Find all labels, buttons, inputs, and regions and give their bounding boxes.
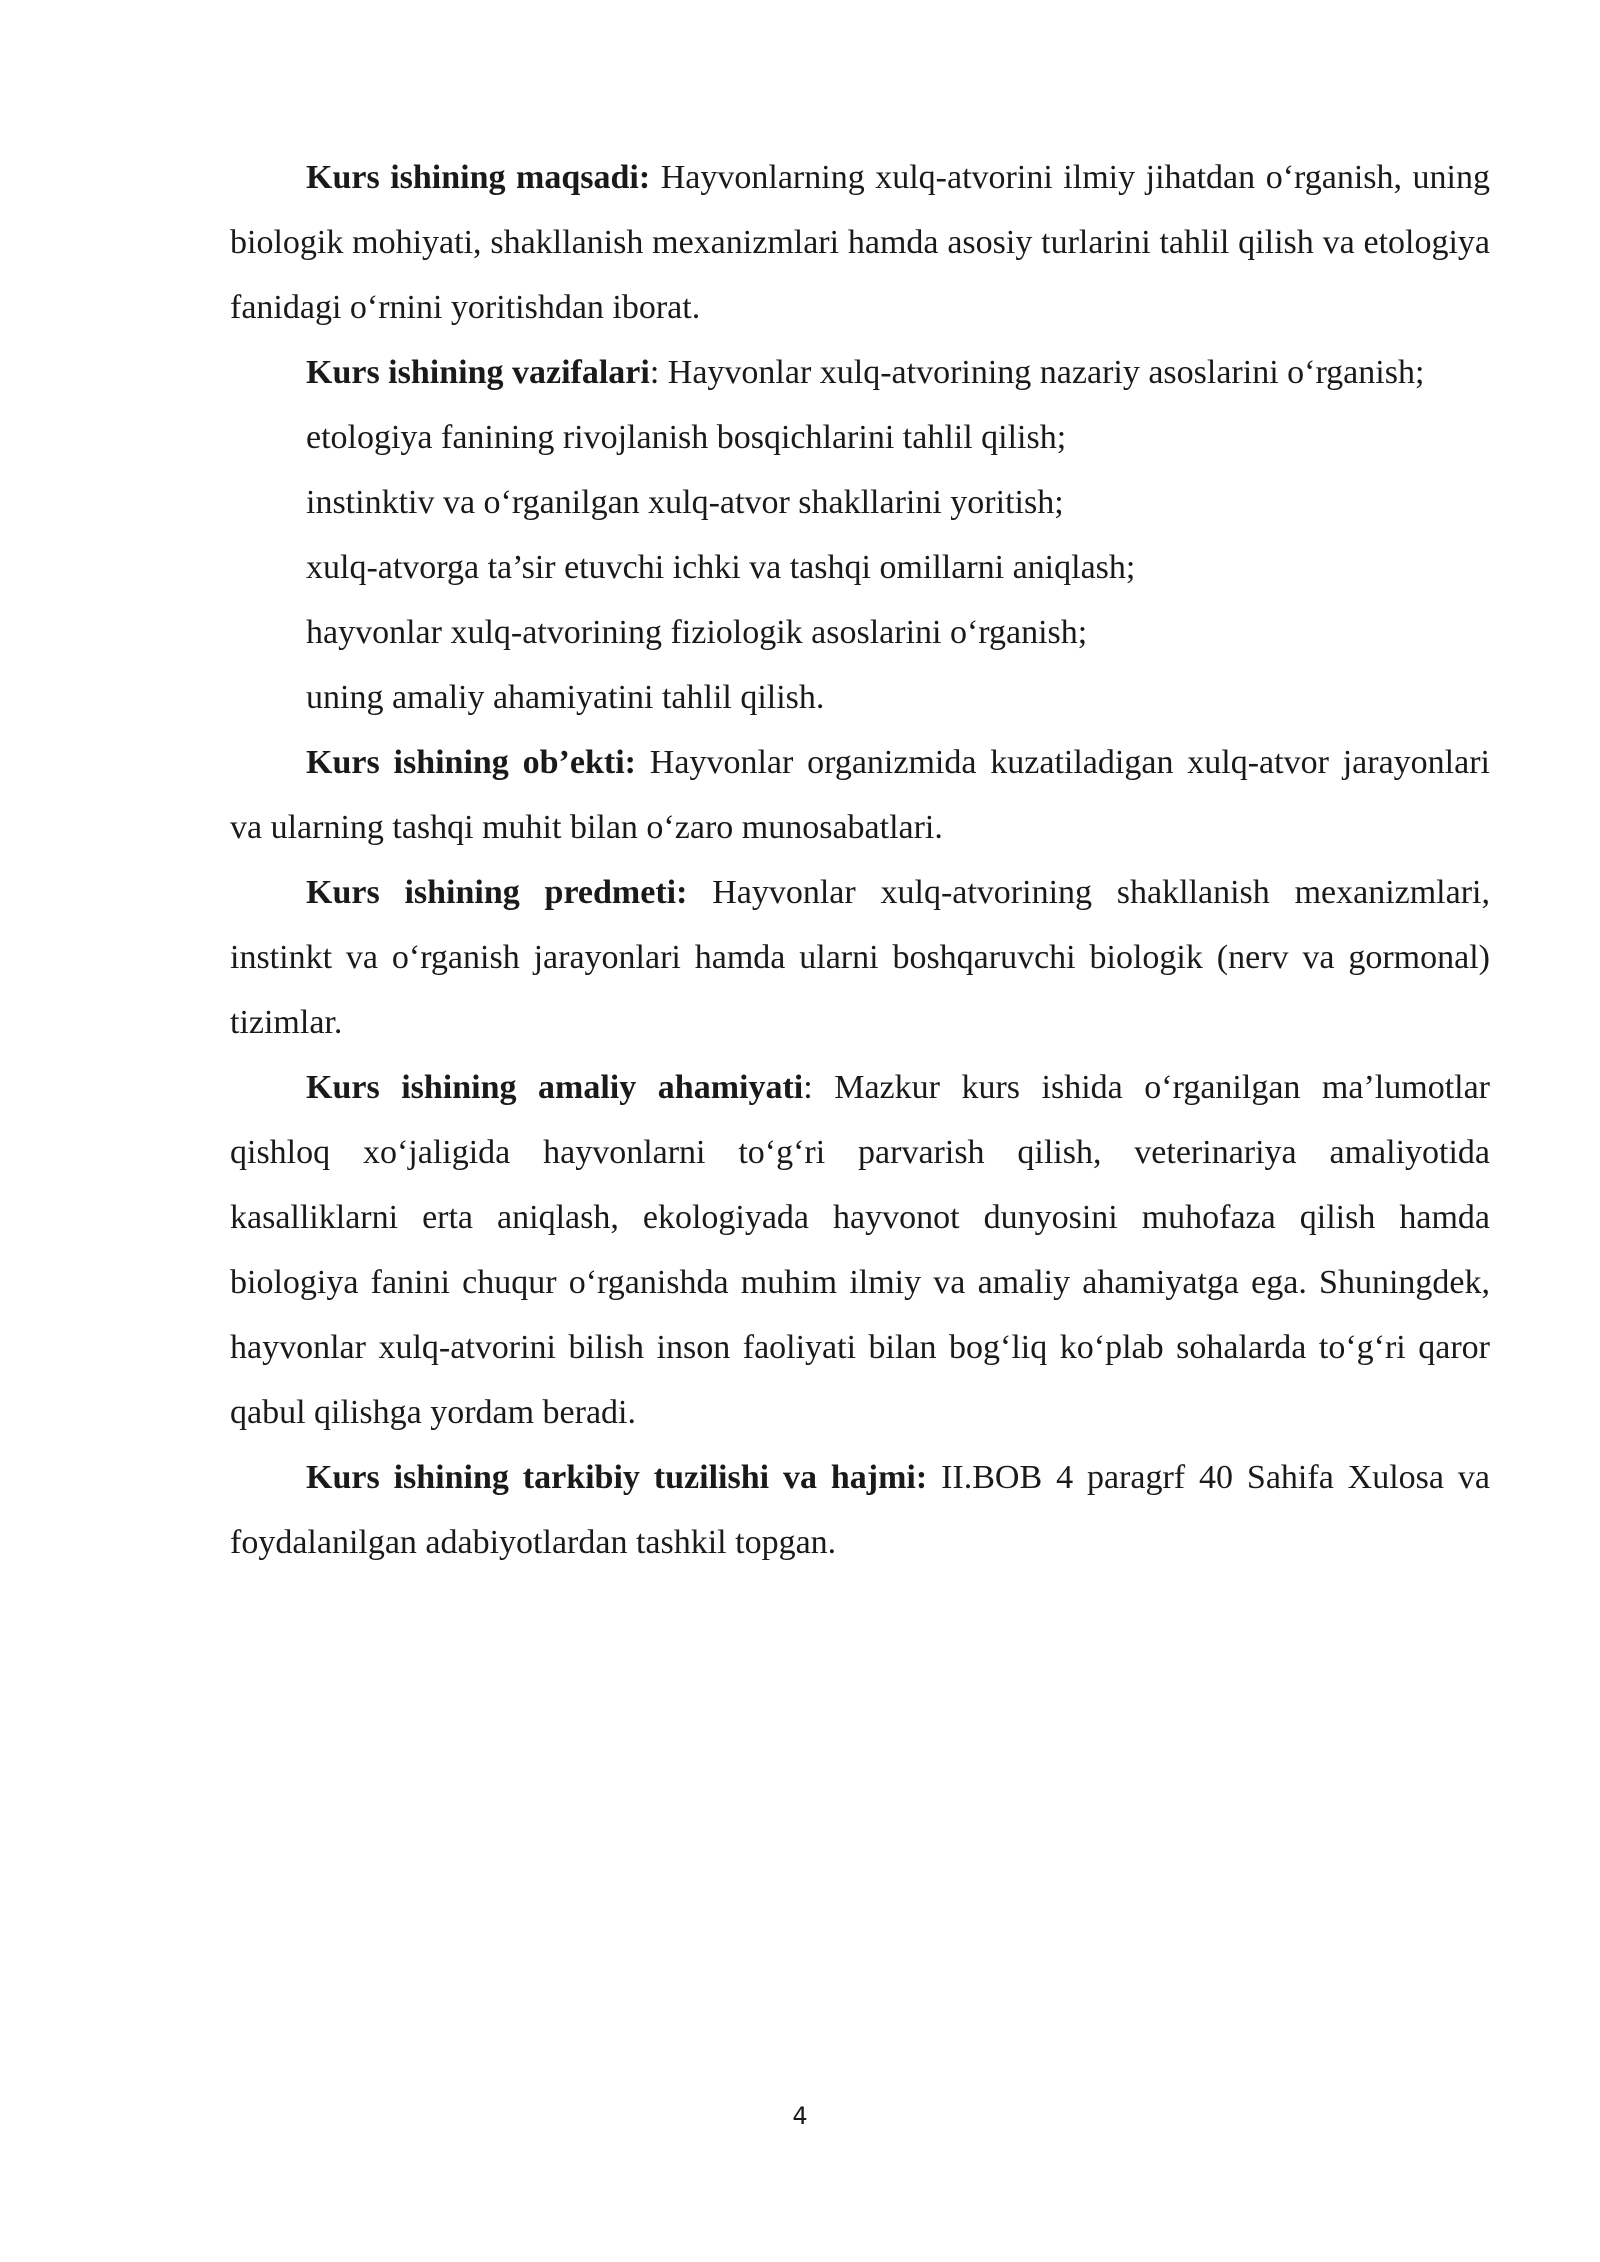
page-body (230, 145, 1490, 1575)
obekti-label: Kurs ishining ob’ekti: (306, 744, 636, 781)
tarkibiy-label: Kurs ishining tarkibiy tuzilishi va hajmi: (306, 1459, 928, 1496)
paragraph-predmeti (230, 860, 1490, 1055)
vazifalari-text: : Hayvonlar xulq-atvorining nazariy asoslarini o‘rganish; (649, 354, 1425, 391)
task-item: xulq-atvorga ta’sir etuvchi ichki va tashqi omillarni aniqlash; (306, 549, 1136, 586)
paragraph-maqsadi (230, 145, 1490, 340)
page-number: 4 (792, 2102, 808, 2130)
maqsadi-label: Kurs ishining maqsadi: (306, 159, 651, 196)
amaliy-label: Kurs ishining amaliy ahamiyati (306, 1069, 804, 1106)
task-item: instinktiv va o‘rganilgan xulq-atvor shakllarini yoritish; (306, 484, 1064, 521)
task-item: uning amaliy ahamiyatini tahlil qilish. (306, 679, 825, 716)
predmeti-label: Kurs ishining predmeti: (306, 874, 688, 911)
predmeti-text: Hayvonlar xulq-atvorining shakllanish mexanizmlari, instinkt va o‘rganish jarayonlari hamda ularni boshqaruvchi biologik (nerv va gormonal) tizimlar. (230, 874, 1490, 1041)
vazifalari-label: Kurs ishining vazifalari (306, 354, 650, 391)
tarkibiy-text: II.BOB 4 paragrf 40 Sahifa Xulosa va foydalanilgan adabiyotlardan tashkil topgan. (230, 1459, 1491, 1561)
paragraph-amaliy (230, 1055, 1490, 1445)
paragraph-obekti (230, 730, 1490, 860)
obekti-text: Hayvonlar organizmida kuzatiladigan xulq-atvor jarayonlari va ularning tashqi muhit bilan o‘zaro munosabatlari. (230, 744, 1490, 846)
task-item: hayvonlar xulq-atvorining fiziologik asoslarini o‘rganish; (306, 614, 1088, 651)
task-item: etologiya fanining rivojlanish bosqichlarini tahlil qilish; (306, 419, 1067, 456)
amaliy-text: : Mazkur kurs ishida o‘rganilgan ma’lumotlar qishloq xo‘jaligida hayvonlarni to‘g‘ri parvarish qilish, veterinariya amaliyotida kasalliklarni erta aniqlash, ekologiyada hayvonot dunyosini muhofaza qilish hamda biologiya fanini chuqur o‘rganishda muhim ilmiy va amaliy ahamiyatga ega. Shuningdek, hayvonlar xulq-atvorini bilish inson faoliyati bilan bog‘liq ko‘plab sohalarda to‘g‘ri qaror qabul qilishga yordam beradi. (230, 1069, 1490, 1431)
paragraph-tarkibiy (230, 1445, 1490, 1575)
paragraph-vazifalari (230, 340, 1490, 405)
maqsadi-text: Hayvonlarning xulq-atvorini ilmiy jihatdan o‘rganish, uning biologik mohiyati, shakllanish mexanizmlari hamda asosiy turlarini tahlil qilish va etologiya fanidagi o‘rnini yoritishdan iborat. (230, 159, 1490, 326)
